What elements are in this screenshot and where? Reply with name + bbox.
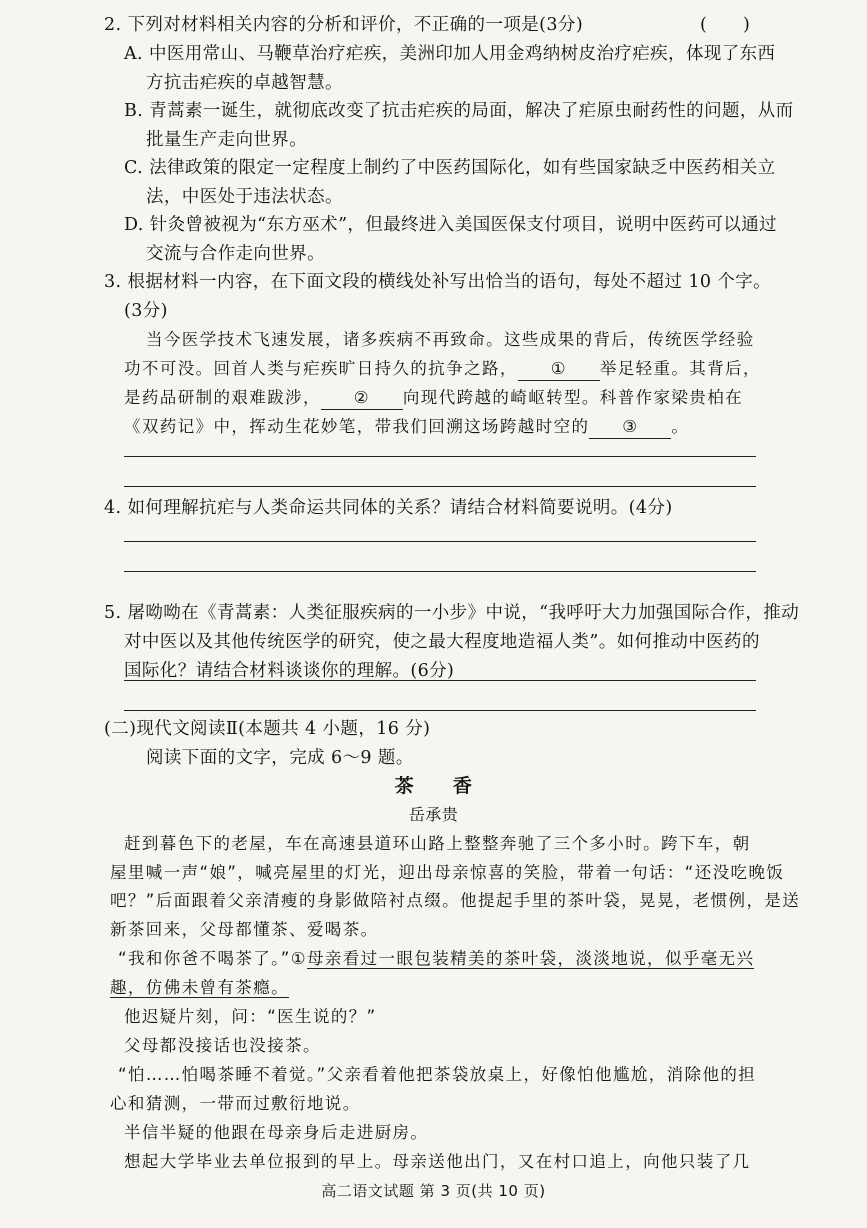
q3-passage-line3: [124, 385, 743, 411]
answer-line[interactable]: [124, 680, 756, 681]
q4-stem: 4. 如何理解抗疟与人类命运共同体的关系？请结合材料简要说明。(4分): [104, 498, 673, 518]
q3-passage-text: 向现代跨越的崎岖转型。科普作家梁贵柏在: [402, 388, 744, 407]
story-line: 吧？”后面跟着父亲清瘦的身影做陪衬点缀。他提起手里的茶叶袋，晃晃，老惯例，是送: [110, 891, 801, 910]
q3-passage-line4: [124, 414, 689, 440]
q3-stem-line1: 3. 根据材料一内容，在下面文段的横线处补写出恰当的语句，每处不超过 10 个字。: [104, 272, 772, 292]
q3-passage-text: 《双药记》中，挥动生花妙笔，带我们回溯这场跨越时空的: [124, 417, 590, 436]
q3-passage-text: 是药品研制的艰难跋涉，: [124, 388, 321, 407]
q3-passage-line1: 当今医学技术飞速发展，诸多疾病不再致命。这些成果的背后，传统医学经验: [146, 330, 755, 349]
q2-option-d-line2: 交流与合作走向世界。: [146, 244, 325, 264]
answer-line[interactable]: [124, 541, 756, 542]
q2-option-b-line1: B. 青蒿素一诞生，就彻底改变了抗击疟疾的局面，解决了疟原虫耐药性的问题，从而: [124, 101, 794, 121]
fill-blank-1[interactable]: ①: [518, 358, 600, 381]
story-text: “我和你爸不喝茶了。”①: [118, 949, 307, 968]
story-title: 茶 香: [394, 775, 473, 797]
q2-stem: 2. 下列对材料相关内容的分析和评价，不正确的一项是(3分): [104, 15, 584, 35]
fill-blank-3[interactable]: ③: [589, 416, 671, 439]
q3-passage-text: 。: [671, 417, 690, 436]
q5-stem-line1: 5. 屠呦呦在《青蒿素：人类征服疾病的一小步》中说，“我呼吁大力加强国际合作，推动: [104, 603, 800, 623]
story-line: “怕……怕喝茶睡不着觉。”父亲看着他把茶袋放桌上，好像怕他尴尬，消除他的担: [118, 1065, 757, 1084]
q2-answer-paren: ( ): [700, 15, 751, 35]
story-line: 半信半疑的他跟在母亲身后走进厨房。: [124, 1123, 429, 1142]
q2-option-c-line2: 法，中医处于违法状态。: [146, 187, 343, 207]
q2-option-a-line1: A. 中医用常山、马鞭草治疗疟疾，美洲印加人用金鸡纳树皮治疗疟疾，体现了东西: [124, 44, 776, 64]
q5-stem-line2: 对中医以及其他传统医学的研究，使之最大程度地造福人类”。如何推动中医药的: [124, 632, 760, 652]
q2-option-b-line2: 批量生产走向世界。: [146, 130, 308, 150]
q3-passage-line2: [124, 356, 761, 382]
answer-line[interactable]: [124, 456, 756, 457]
underlined-sentence-1-cont: 趣，仿佛未曾有茶瘾。: [110, 978, 289, 997]
story-author: 岳承贵: [408, 805, 459, 824]
q3-stem-line2: (3分): [124, 301, 168, 321]
story-line: 父母都没接话也没接茶。: [124, 1036, 321, 1055]
q2-option-a-line2: 方抗击疟疾的卓越智慧。: [146, 73, 343, 93]
page-footer: 高二语文试题 第 3 页(共 10 页): [321, 1182, 546, 1200]
answer-line[interactable]: [124, 710, 756, 711]
story-line: 新茶回来，父母都懂茶、爱喝茶。: [110, 920, 379, 939]
q2-option-d-line1: D. 针灸曾被视为“东方巫术”，但最终进入美国医保支付项目，说明中医药可以通过: [124, 215, 778, 235]
answer-line[interactable]: [124, 486, 756, 487]
fill-blank-2[interactable]: ②: [321, 387, 403, 410]
underlined-sentence-1: 母亲看过一眼包装精美的茶叶袋，淡淡地说，似乎毫无兴: [306, 949, 755, 968]
story-line: [110, 975, 289, 1001]
story-line: 屋里喊一声“娘”，喊亮屋里的灯光，迎出母亲惊喜的笑脸，带着一句话：“还没吃晚饭: [110, 863, 785, 882]
story-line: [118, 946, 754, 972]
section-heading: (二)现代文阅读Ⅱ(本题共 4 小题，16 分): [104, 719, 431, 739]
answer-line[interactable]: [124, 571, 756, 572]
reading-instruction: 阅读下面的文字，完成 6～9 题。: [146, 748, 414, 768]
story-line: 他迟疑片刻，问：“医生说的？”: [124, 1007, 377, 1026]
story-line: 想起大学毕业去单位报到的早上。母亲送他出门，又在村口追上，向他只装了几: [124, 1152, 751, 1171]
q5-stem-line3: 国际化？请结合材料谈谈你的理解。(6分): [124, 661, 455, 681]
q2-option-c-line1: C. 法律政策的限定一定程度上制约了中医药国际化，如有些国家缺乏中医药相关立: [124, 158, 776, 178]
q3-passage-text: 举足轻重。其背后，: [599, 359, 761, 378]
story-line: 赶到暮色下的老屋，车在高速县道环山路上整整奔驰了三个多小时。跨下车，朝: [124, 834, 751, 853]
story-line: 心和猜测，一带而过敷衍地说。: [110, 1094, 361, 1113]
q3-passage-text: 功不可没。回首人类与疟疾旷日持久的抗争之路，: [124, 359, 518, 378]
